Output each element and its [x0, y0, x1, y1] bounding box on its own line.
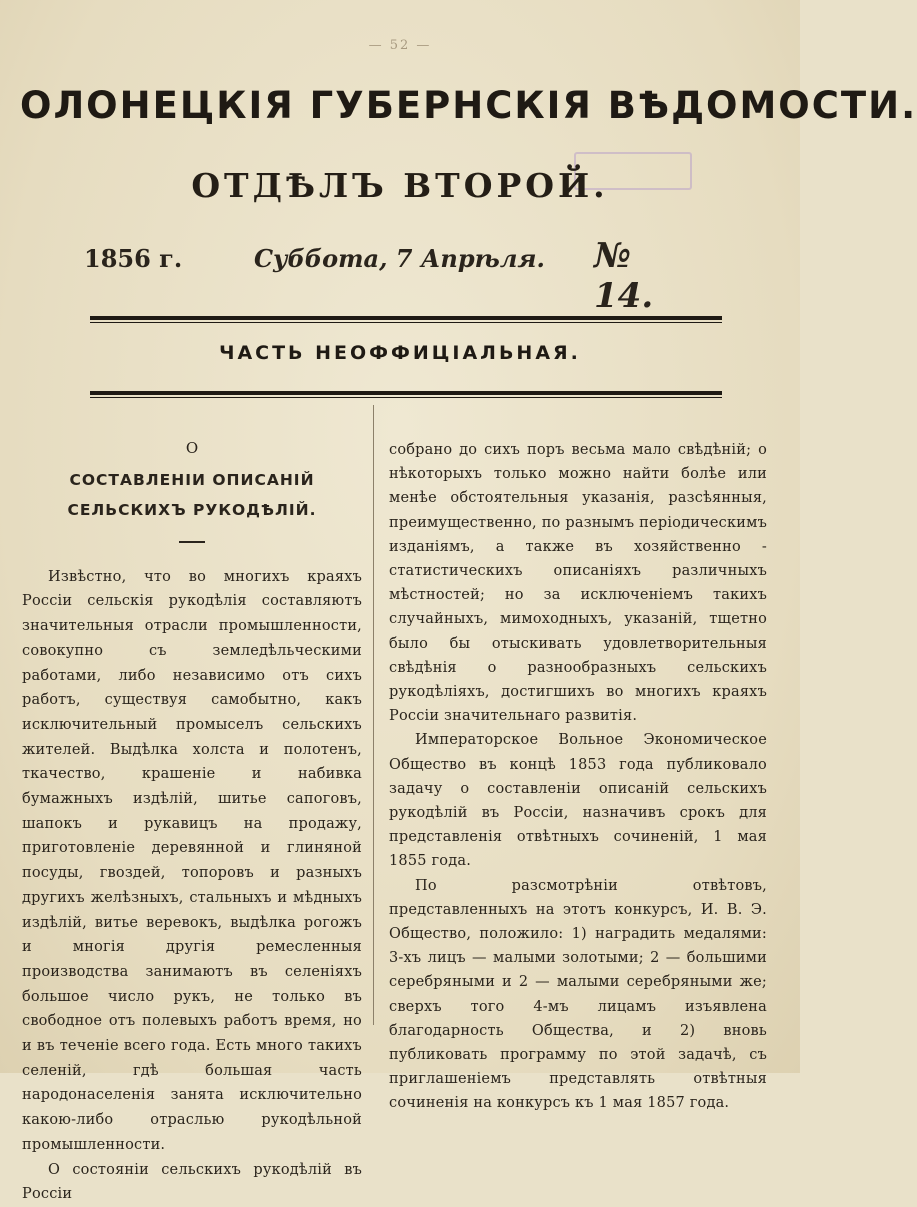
right-column — [389, 438, 767, 1116]
top-rule-thin — [90, 322, 722, 323]
issue-number: № 14. — [594, 236, 654, 316]
article-preposition: О — [185, 439, 199, 457]
article-paragraph: собрано до сихъ поръ весьма мало свѣдѣній; о нѣкоторыхъ только можно найти болѣе или менѣе обстоятельныя указанія, разсѣянныя, преимущественно, по разнымъ періодическимъ изданіямъ, а также въ хозяйственно - статистическихъ описаніяхъ различныхъ мѣстностей; но за исключеніемъ такихъ случайныхъ, мимоходныхъ, указаній, тщетно было бы отыскивать удовлетворительныя свѣдѣнія о разнообразныхъ сельскихъ рукодѣліяхъ, достигшихъ во многихъ краяхъ Россіи значительнаго развитія. — [389, 442, 767, 725]
title-dash — [179, 541, 205, 543]
article-paragraph: По разсмотрѣніи отвѣтовъ, представленныхъ на этотъ конкурсъ, И. В. Э. Общество, положило: 1) наградить медалями: 3-хъ лицъ — малыми золотыми; 2 — большими серебряными и 2 — малыми серебряными же; сверхъ того 4-мъ лицамъ изъявлена благодарность Общества, и 2) вновь публиковать программу по этой задачѣ, съ приглашеніемъ представлять отвѣтныя сочиненія на конкурсъ къ 1 мая 1857 года. — [389, 877, 767, 1112]
issue-date: Суббота, 7 Апрѣля. — [254, 244, 545, 273]
left-column — [22, 430, 362, 1207]
article-title: СОСТАВЛЕНІИ ОПИСАНІЙ СЕЛЬСКИХЪ РУКОДѢЛІЙ. — [67, 470, 317, 519]
article-paragraph: Императорское Вольное Экономическое Общество въ концѣ 1853 года публиковало задачу о составленіи описаній сельскихъ рукодѣлій въ Россіи, назначивъ срокъ для представленія отвѣтныхъ сочиненій, 1 мая 1855 года. — [389, 732, 767, 870]
top-rule-thick — [90, 316, 722, 320]
mid-rule-thick — [90, 391, 722, 395]
part-title: ЧАСТЬ НЕОФФИЦІАЛЬНАЯ. — [219, 342, 581, 364]
column-divider — [373, 405, 374, 1025]
dateline — [84, 236, 684, 316]
issue-year: 1856 г. — [84, 244, 183, 273]
article-paragraph: О состояніи сельскихъ рукодѣлій въ Россіи — [22, 1161, 362, 1203]
newspaper-masthead: ОЛОНЕЦКІЯ ГУБЕРНСКІЯ ВѢДОМОСТИ. — [20, 84, 917, 127]
section-heading: ОТДѢЛЪ ВТОРОЙ. — [191, 166, 609, 205]
article-paragraph: Извѣстно, что во многихъ краяхъ Россіи сельскія рукодѣлія составляютъ значительныя отрасли промышленности, совокупно съ земледѣльческими работами, либо независимо отъ сихъ работъ, существуя самобытно, какъ исключительный промыселъ сельскихъ жителей. Выдѣлка холста и полотенъ, ткачество, крашеніе и набивка бумажныхъ издѣлій, шитье сапоговъ, шапокъ и рукавицъ на продажу, приготовленіе деревянной и глиняной посуды, гвоздей, топоровъ и разныхъ другихъ желѣзныхъ, стальныхъ и мѣдныхъ издѣлій, витье веревокъ, выдѣлка рогожъ и многія другія ремесленныя производства занимаютъ въ селеніяхъ большое число рукъ, не только въ свободное отъ полевыхъ работъ время, но и въ теченіе всего года. Есть много такихъ селеній, гдѣ большая часть народонаселенія занята исключительно какою-либо отраслью рукодѣльной промышленности. — [22, 568, 362, 1153]
mid-rule-thin — [90, 397, 722, 398]
page-number: — 52 — — [368, 38, 432, 53]
